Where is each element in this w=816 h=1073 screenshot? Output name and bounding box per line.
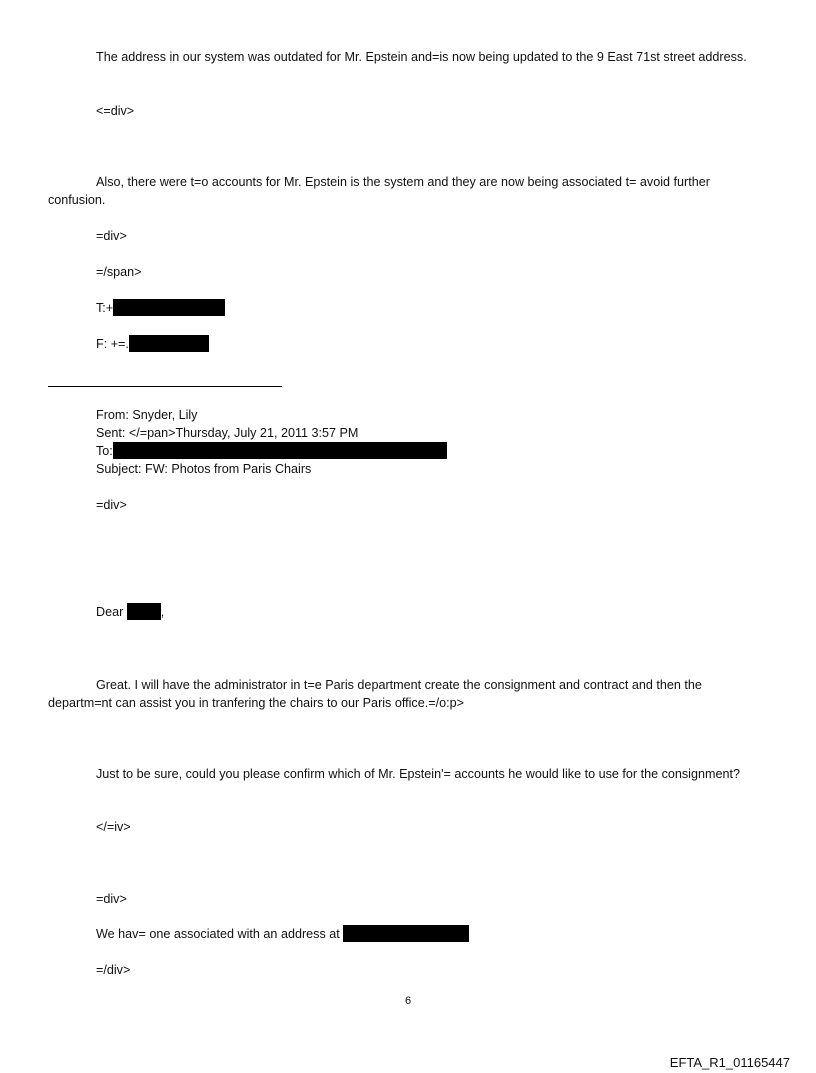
paragraph-address-update: The address in our system was outdated for Mr. Epstein and=is now being updated to the 9 East 71st street address.	[96, 50, 747, 64]
email-subject: Subject: FW: Photos from Paris Chairs	[96, 462, 312, 476]
paragraph-confirm-account: Just to be sure, could you please confirm which of Mr. Epstein'= accounts he would like to use for the consignment?	[96, 767, 740, 781]
markup-fragment: </=iv>	[96, 820, 131, 834]
redaction-box	[113, 442, 447, 459]
fax-prefix: F: +=.	[96, 337, 129, 351]
redaction-box	[127, 603, 161, 620]
markup-fragment: =/div>	[96, 963, 131, 977]
markup-fragment: =/span>	[96, 265, 142, 279]
markup-fragment: =div>	[96, 229, 127, 243]
paragraph-consignment: Great. I will have the administrator in t=e Paris department create the consignment and contract and then the departm=nt can assist you in tranfering the chairs to our Paris office.=/o:p>	[48, 678, 702, 710]
markup-fragment: =div>	[96, 892, 127, 906]
address-line-text: We hav= one associated with an address at	[96, 927, 340, 941]
page-number: 6	[404, 995, 412, 1007]
redaction-box	[343, 925, 469, 942]
email-sent: Sent: </=pan>Thursday, July 21, 2011 3:57 PM	[96, 426, 359, 440]
address-line	[96, 925, 469, 943]
header-divider	[48, 386, 282, 387]
redaction-box	[113, 299, 225, 316]
fax-line	[96, 335, 209, 353]
salutation-text: Dear	[96, 605, 124, 619]
redaction-box	[129, 335, 209, 352]
salutation-comma: ,	[160, 605, 165, 619]
phone-prefix: T:+	[96, 301, 114, 315]
markup-fragment: =div>	[96, 498, 127, 512]
email-to	[96, 442, 447, 460]
paragraph-accounts: Also, there were t=o accounts for Mr. Epstein is the system and they are now being associated t= avoid further confusion.	[48, 175, 710, 207]
document-id: EFTA_R1_01165447	[669, 1055, 790, 1070]
phone-line	[96, 299, 225, 317]
email-from: From: Snyder, Lily	[96, 408, 198, 422]
markup-fragment: <=div>	[96, 104, 135, 118]
email-to-label: To:	[96, 444, 113, 458]
salutation	[96, 603, 164, 621]
